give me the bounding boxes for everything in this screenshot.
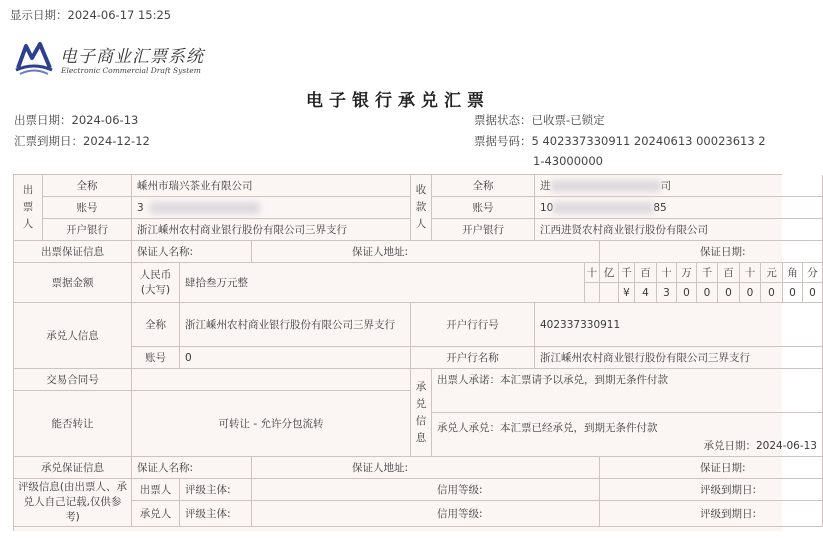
redacted-account — [553, 202, 653, 214]
guarantee-date: 保证日期: — [600, 241, 823, 263]
issue-date: 出票日期：2024-06-13 — [14, 113, 139, 127]
payee-name: 进 司 — [535, 175, 823, 197]
amount-unit: 分 — [803, 263, 823, 283]
drawer-group-label: 出 票 人 — [14, 175, 43, 241]
bill-number-line1: 票据号码：5 402337330911 20240613 00023613 2 — [474, 134, 766, 148]
amount-unit: 十 — [657, 263, 677, 283]
amount-digit — [600, 283, 619, 303]
accept-guarantor-name: 保证人名称: — [132, 457, 252, 479]
payee-group-label: 收 款 人 — [411, 175, 432, 241]
acceptor-label: 承兑人信息 — [14, 303, 132, 369]
amount-digit: 0 — [697, 283, 718, 303]
logo-cn-text: 电子商业汇票系统 — [60, 47, 204, 67]
amount-digit: ¥ — [619, 283, 635, 303]
contract-label: 交易合同号 — [14, 369, 132, 391]
amount-unit: 千 — [697, 263, 718, 283]
rating-acceptor-label: 承兑人 — [132, 501, 180, 527]
guarantee-label: 出票保证信息 — [14, 241, 132, 263]
accept-guarantee-label: 承兑保证信息 — [14, 457, 132, 479]
amount-unit: 亿 — [600, 263, 619, 283]
amount-digit: 0 — [677, 283, 697, 303]
acceptor-bank-no: 402337330911 — [535, 303, 823, 347]
amount-digit: 0 — [783, 283, 803, 303]
system-logo — [14, 40, 234, 84]
payee-bank: 江西进贤农村商业银行股份有限公司 — [535, 219, 823, 241]
rating-label: 评级信息(由出票人、承兑人自己记载,仅供参考) — [14, 479, 132, 527]
guarantor-name: 保证人名称: — [132, 241, 252, 263]
drawer-account-label: 账号 — [43, 197, 132, 219]
accept-date: 承兑日期：2024-06-13 — [432, 435, 823, 457]
amount-digit: 3 — [657, 283, 677, 303]
amount-in-words: 肆拾叁万元整 — [180, 263, 585, 303]
rating-acceptor-grade: 信用等级: — [252, 501, 600, 527]
due-date: 汇票到期日：2024-12-12 — [14, 134, 150, 148]
bill-number-line2: 1-43000000 — [533, 154, 603, 168]
rating-drawer-subject: 评级主体: — [180, 479, 252, 501]
payee-bank-label: 开户银行 — [432, 219, 535, 241]
amount-unit: 百 — [718, 263, 740, 283]
acceptor-promise: 承兑人承兑：本汇票已经承兑，到期无条件付款 — [432, 413, 823, 435]
amount-label: 票据金额 — [14, 263, 132, 303]
rating-acceptor-expiry: 评级到期日: — [600, 501, 823, 527]
logo-en-text: Electronic Commercial Draft System — [61, 66, 201, 75]
payee-name-label: 全称 — [432, 175, 535, 197]
accept-guarantee-date: 保证日期: — [600, 457, 823, 479]
acceptor-account: 0 — [180, 347, 411, 369]
amount-digit: 0 — [761, 283, 783, 303]
guarantor-address: 保证人地址: — [252, 241, 600, 263]
accept-info-group-label: 承 兑 信 息 — [411, 369, 432, 457]
acceptor-bank-name: 浙江嵊州农村商业银行股份有限公司三界支行 — [535, 347, 823, 369]
amount-digit: 0 — [718, 283, 740, 303]
rating-drawer-grade: 信用等级: — [252, 479, 600, 501]
amount-unit: 十 — [585, 263, 600, 283]
acceptor-name-label: 全称 — [132, 303, 180, 347]
transfer-value: 可转让 - 允许分包流转 — [132, 391, 411, 457]
contract-number — [132, 369, 411, 391]
amount-unit: 元 — [761, 263, 783, 283]
redacted-account — [150, 202, 260, 214]
page-title: 电子银行承兑汇票 — [306, 91, 490, 111]
rating-drawer-expiry: 评级到期日: — [600, 479, 823, 501]
acceptor-account-label: 账号 — [132, 347, 180, 369]
amount-unit: 万 — [677, 263, 697, 283]
amount-digit: 0 — [740, 283, 761, 303]
acceptor-bank-no-label: 开户行行号 — [411, 303, 535, 347]
drawer-promise: 出票人承诺：本汇票请予以承兑，到期无条件付款 — [432, 369, 823, 413]
drawer-bank: 浙江嵊州农村商业银行股份有限公司三界支行 — [132, 219, 411, 241]
drawer-name-label: 全称 — [43, 175, 132, 197]
rating-drawer-label: 出票人 — [132, 479, 180, 501]
drawer-name: 嵊州市瑞兴茶业有限公司 — [132, 175, 411, 197]
accept-guarantor-address: 保证人地址: — [252, 457, 600, 479]
bill-table — [13, 174, 818, 531]
logo-emblem-icon — [14, 40, 54, 76]
payee-account: 10 85 — [535, 197, 823, 219]
redacted-name — [551, 180, 661, 192]
amount-digit: 4 — [635, 283, 657, 303]
amount-digit — [585, 283, 600, 303]
drawer-account: 3 — [132, 197, 411, 219]
amount-unit: 百 — [635, 263, 657, 283]
rating-acceptor-subject: 评级主体: — [180, 501, 252, 527]
amount-currency: 人民币 (大写) — [132, 263, 180, 303]
drawer-bank-label: 开户银行 — [43, 219, 132, 241]
bill-status: 票据状态：已收票-已锁定 — [474, 113, 605, 127]
display-date: 显示日期：2024-06-17 15:25 — [10, 8, 172, 22]
transfer-label: 能否转让 — [14, 391, 132, 457]
acceptor-bank-name-label: 开户行名称 — [411, 347, 535, 369]
amount-unit: 十 — [740, 263, 761, 283]
amount-unit: 角 — [783, 263, 803, 283]
amount-unit: 千 — [619, 263, 635, 283]
acceptor-name: 浙江嵊州农村商业银行股份有限公司三界支行 — [180, 303, 411, 347]
payee-account-label: 账号 — [432, 197, 535, 219]
amount-digit: 0 — [803, 283, 823, 303]
